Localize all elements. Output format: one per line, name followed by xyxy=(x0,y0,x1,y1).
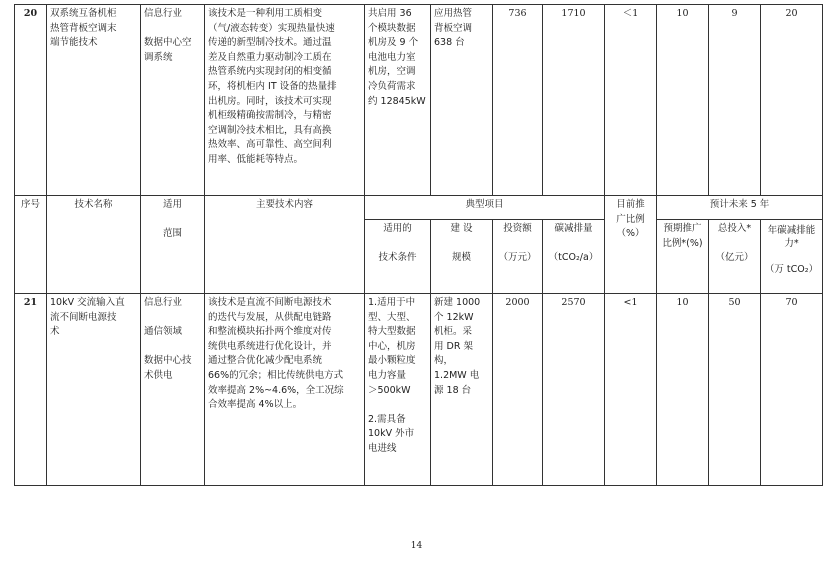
construction-scale: 新建 1000 个 12kW 机柜。采 用 DR 架 构， 1.2MW 电 源 18 台 xyxy=(431,294,493,486)
header-scope: 适用 范围 xyxy=(141,196,205,294)
header-total-investment: 总投入* （亿元） xyxy=(709,220,761,294)
header-scale: 建 设 规模 xyxy=(431,220,493,294)
header-typical-project: 典型项目 xyxy=(365,196,605,220)
header-conditions: 适用的 技术条件 xyxy=(365,220,431,294)
current-promotion-ratio: ＜1 xyxy=(605,5,657,196)
page-number: 14 xyxy=(410,541,423,551)
row-number: 21 xyxy=(15,294,47,486)
technical-conditions: 共启用 36 个模块数据 机房及 9 个 电池电力室 机房，空调 冷负荷需求 约 12845kW xyxy=(365,5,431,196)
applicable-scope: 信息行业 通信领域 数据中心技 术供电 xyxy=(141,294,205,486)
annual-reduction-capacity: 20 xyxy=(761,5,823,196)
applicable-scope: 信息行业 数据中心空 调系统 xyxy=(141,5,205,196)
current-promotion-ratio: <1 xyxy=(605,294,657,486)
technical-conditions: 1.适用于中 型、大型、 特大型数据 中心，机房 最小颗粒度 电力容量 ＞500kW 2.需具备 10kV 外市 电进线 xyxy=(365,294,431,486)
header-annual-capacity: 年碳减排能 力* （万 tCO₂） xyxy=(761,220,823,294)
annual-reduction-capacity: 70 xyxy=(761,294,823,486)
expected-promotion-ratio: 10 xyxy=(657,294,709,486)
technology-name: 双系统互备机柜 热管背板空调末 端节能技术 xyxy=(47,5,141,196)
table-row xyxy=(15,294,823,486)
header-content: 主要技术内容 xyxy=(205,196,365,294)
technology-table xyxy=(14,4,823,486)
table-header-row xyxy=(15,196,823,220)
header-reduction: 碳减排量 （tCO₂/a） xyxy=(543,220,605,294)
expected-promotion-ratio: 10 xyxy=(657,5,709,196)
total-investment: 9 xyxy=(709,5,761,196)
total-investment: 50 xyxy=(709,294,761,486)
header-future-ratio: 预期推广 比例*(%) xyxy=(657,220,709,294)
construction-scale: 应用热管 背板空调 638 台 xyxy=(431,5,493,196)
technology-content: 该技术是直流不间断电源技术 的迭代与发展，从供配电链路 和整流模块拓扑两个维度对传 统供电系统进行优化设计，并 通过整合优化减少配电系统 66%的冗余；相比传统供电方式 效率提高 2%~4.6%，全工况综 合效率提高 4%以上。 xyxy=(205,294,365,486)
investment-amount: 2000 xyxy=(493,294,543,486)
header-name: 技术名称 xyxy=(47,196,141,294)
row-number: 20 xyxy=(15,5,47,196)
technology-name: 10kV 交流输入直 流不间断电源技 术 xyxy=(47,294,141,486)
table-row xyxy=(15,5,823,196)
header-seq: 序号 xyxy=(15,196,47,294)
header-forecast: 预计未来 5 年 xyxy=(657,196,823,220)
header-current-ratio: 目前推 广比例 （%） xyxy=(605,196,657,294)
carbon-reduction: 2570 xyxy=(543,294,605,486)
technology-content: 该技术是一种利用工质相变 （气/液态转变）实现热量快速 传递的新型制冷技术。通过温 差及自然重力驱动制冷工质在 热管系统内实现封闭的相变循 环，将机柜内 IT 设备的热量排 出机房。同时，该技术可实现 机柜级精确按需制冷，与精密 空调制冷技术相比，具有高换 热效率、高可靠性、高空间利 用率、低能耗等特点。 xyxy=(205,5,365,196)
carbon-reduction: 1710 xyxy=(543,5,605,196)
investment-amount: 736 xyxy=(493,5,543,196)
header-investment: 投资额 （万元） xyxy=(493,220,543,294)
